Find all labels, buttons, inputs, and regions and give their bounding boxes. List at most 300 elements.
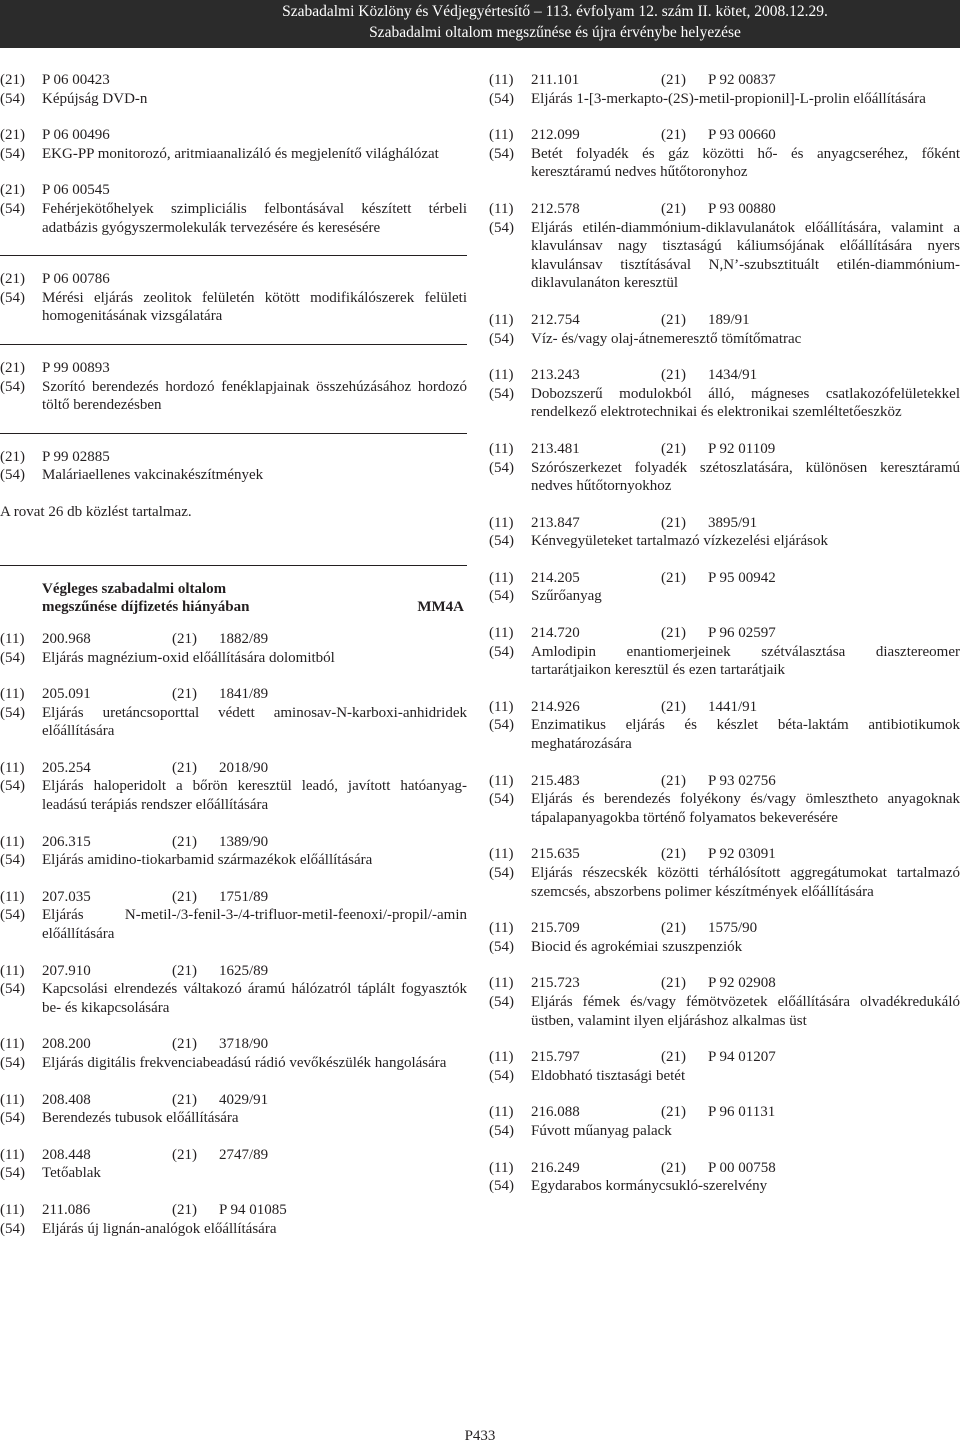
patent-number: 207.910 — [42, 962, 91, 979]
patent-number: 215.723 — [531, 975, 580, 992]
code-54: (54) — [0, 649, 25, 666]
patent-title: EKG-PP monitorozó, aritmiaanalizáló és megjelenítő világhálózat — [42, 145, 439, 162]
code-54: (54) — [0, 907, 25, 924]
section-title — [0, 580, 302, 616]
code-11: (11) — [0, 833, 25, 850]
patent-entry — [0, 359, 467, 415]
entry-title-row — [489, 385, 960, 422]
entry-id-row — [489, 200, 960, 219]
entry-title-row — [489, 1122, 960, 1141]
code-54: (54) — [489, 865, 514, 881]
code-54: (54) — [489, 219, 514, 236]
patent-number: 213.847 — [531, 514, 580, 531]
patent-entry — [489, 71, 960, 108]
section-title-line1: Végleges szabadalmi oltalom — [42, 580, 227, 597]
code-11: (11) — [489, 367, 514, 384]
application-number: P 96 01131 — [708, 1104, 776, 1121]
code-11: (11) — [489, 1049, 514, 1066]
entry-title-row — [489, 938, 960, 957]
application-number: P 94 01085 — [219, 1201, 287, 1218]
application-group — [661, 514, 757, 533]
application-number: 1625/89 — [219, 962, 269, 979]
code-21: (21) — [0, 271, 25, 288]
application-number: P 06 00423 — [42, 72, 110, 88]
code-21: (21) — [661, 514, 686, 531]
entry-id-row — [0, 685, 467, 704]
application-group — [172, 685, 268, 704]
entry-title-row — [0, 90, 467, 109]
application-number: 189/91 — [708, 311, 750, 328]
code-54: (54) — [0, 1110, 25, 1127]
code-21: (21) — [661, 569, 686, 586]
patent-number: 206.315 — [42, 833, 91, 850]
code-11: (11) — [489, 772, 514, 789]
code-21: (21) — [661, 72, 686, 88]
patent-title: Amlodipin enantiomerjeinek szétválasztása diasztereomer tartarátjaikon keresztül és ezen tartarátjaik — [531, 643, 960, 679]
patent-entry — [0, 1201, 467, 1238]
patent-title: Eljárás etilén-diammónium-diklavulanátok előállítására, valamint a klavulánsav nagy tisztaságú káliumsójának előállítására nyers klavulánsav tisztításával N,N’-szubsztituált etilén-diammónium-diklavulanáton keresztül — [531, 219, 960, 292]
entry-title-row — [489, 532, 960, 551]
entry-id-row — [0, 270, 467, 289]
application-group — [661, 126, 776, 145]
entry-title-row — [489, 1067, 960, 1086]
application-number: P 93 00660 — [708, 127, 776, 144]
application-number: P 96 02597 — [708, 625, 776, 642]
entry-separator — [0, 433, 467, 434]
entry-title-row — [489, 716, 960, 753]
code-21: (21) — [172, 1146, 197, 1163]
entry-id-row — [0, 359, 467, 378]
application-group — [172, 962, 268, 981]
patent-entry — [489, 514, 960, 551]
code-54: (54) — [489, 1178, 514, 1195]
patent-title: Eljárás amidino-tiokarbamid származékok előállítására — [42, 852, 373, 869]
application-number: P 95 00942 — [708, 569, 776, 586]
patent-number: 214.720 — [531, 625, 580, 642]
code-21: (21) — [661, 440, 686, 457]
entry-id-row — [489, 569, 960, 588]
patent-entry — [0, 833, 467, 870]
patent-entry — [489, 366, 960, 422]
entry-id-row — [489, 440, 960, 459]
code-11: (11) — [0, 1091, 25, 1108]
patent-title: Eljárás 1-[3-merkapto-(2S)-metil-propionil]-L-prolin előállítására — [531, 90, 926, 107]
section-title-line2: megszűnése díjfizetés hiányában — [42, 598, 250, 615]
patent-number: 212.754 — [531, 311, 580, 328]
entry-title-row — [489, 993, 960, 1030]
entry-title-row — [0, 289, 467, 326]
patent-title: Eljárás részecskék közötti térhálósított aggregátumokat tartalmazó szemcsés, abszorbens polimer készítmények előállítására — [531, 865, 960, 900]
left-top-entries — [0, 71, 467, 485]
code-21: (21) — [172, 1036, 197, 1053]
code-21: (21) — [661, 200, 686, 217]
patent-title: Víz- és/vagy olaj-átnemeresztő tömítőmatrac — [531, 330, 802, 347]
right-column — [489, 71, 960, 1214]
entry-title-row — [0, 1220, 467, 1239]
application-group — [661, 772, 776, 791]
code-11: (11) — [0, 1201, 25, 1218]
application-group — [661, 1048, 776, 1067]
code-11: (11) — [489, 1104, 514, 1121]
patent-title: Mérési eljárás zeolitok felületén kötött modifikálószerek felületi homogenitásának vizsgálatára — [42, 289, 467, 325]
code-54: (54) — [489, 717, 514, 734]
entry-title-row — [0, 200, 467, 237]
code-11: (11) — [0, 1146, 25, 1163]
code-11: (11) — [0, 686, 25, 703]
patent-entry — [489, 311, 960, 348]
patent-number: 212.578 — [531, 200, 580, 217]
patent-number: 213.243 — [531, 367, 580, 384]
code-21: (21) — [0, 72, 25, 88]
code-11: (11) — [0, 1036, 25, 1053]
patent-title: Eljárás és berendezés folyékony és/vagy ömlesztheto anyagoknak tápalapanyagokba történő folyamatos bekeverésére — [531, 791, 960, 826]
code-54: (54) — [489, 330, 514, 347]
patent-number: 207.035 — [42, 888, 91, 905]
entry-id-row — [0, 962, 467, 981]
entry-title-row — [489, 790, 960, 827]
code-11: (11) — [0, 759, 25, 776]
application-number: 1389/90 — [219, 833, 269, 850]
application-group — [172, 1201, 287, 1220]
application-number: P 06 00545 — [42, 182, 110, 199]
code-54: (54) — [489, 643, 514, 660]
journal-title: Szabadalmi Közlöny és Védjegyértesítő – 113. évfolyam 12. szám II. kötet, 2008.12.29. — [282, 3, 828, 20]
patent-number: 205.091 — [42, 686, 91, 703]
patent-number: 214.926 — [531, 698, 580, 715]
patent-entry — [489, 772, 960, 828]
code-54: (54) — [489, 938, 514, 955]
application-number: 3895/91 — [708, 514, 758, 531]
patent-title: Dobozszerű modulokból álló, mágneses csatlakozófelületekkel rendelkező elektrotechnikai és elektronikai szemléltetőeszköz — [531, 385, 960, 421]
entry-title-row — [0, 1109, 467, 1128]
code-21: (21) — [172, 759, 197, 776]
patent-number: 208.200 — [42, 1036, 91, 1053]
code-21: (21) — [661, 625, 686, 642]
code-21: (21) — [0, 182, 25, 199]
code-21: (21) — [661, 1049, 686, 1066]
patent-entry — [489, 974, 960, 1030]
code-11: (11) — [0, 962, 25, 979]
code-21: (21) — [661, 846, 686, 863]
patent-title: Eljárás N-metil-/3-fenil-3-/4-trifluor-metil-feenoxi/-propil/-amin előállítására — [42, 907, 467, 943]
entry-id-row — [0, 181, 467, 200]
code-21: (21) — [172, 686, 197, 703]
patent-number: 208.448 — [42, 1146, 91, 1163]
application-group — [661, 845, 776, 864]
section-code: MM4A — [417, 598, 464, 615]
entry-id-row — [489, 974, 960, 993]
patent-title: Eldobható tisztasági betét — [531, 1067, 686, 1084]
application-number: P 00 00758 — [708, 1159, 776, 1176]
code-11: (11) — [489, 200, 514, 217]
patent-title: Maláriaellenes vakcinakészítmények — [42, 467, 264, 484]
application-number: 1441/91 — [708, 698, 758, 715]
page-header — [0, 0, 960, 48]
patent-entry — [489, 1048, 960, 1085]
application-number: 1751/89 — [219, 888, 269, 905]
application-group — [172, 833, 268, 852]
entry-title-row — [0, 466, 467, 485]
code-54: (54) — [0, 90, 25, 107]
patent-number: 215.483 — [531, 772, 580, 789]
patent-title: Kapcsolási elrendezés váltakozó áramú hálózatról táplált fogyasztók be- és kikapcsolására — [42, 981, 467, 1016]
code-21: (21) — [172, 833, 197, 850]
application-group — [172, 1091, 268, 1110]
patent-number: 211.101 — [531, 72, 580, 88]
code-54: (54) — [489, 533, 514, 550]
code-21: (21) — [661, 1159, 686, 1176]
patent-entry — [489, 440, 960, 496]
entry-title-row — [0, 649, 467, 668]
patent-title: Egydarabos kormánycsukló-szerelvény — [531, 1178, 768, 1195]
patent-number: 208.408 — [42, 1091, 91, 1108]
code-54: (54) — [0, 981, 25, 998]
patent-number: 200.968 — [42, 630, 91, 647]
entry-separator — [0, 344, 467, 345]
code-21: (21) — [0, 448, 25, 465]
patent-title: Eljárás uretáncsoporttal védett aminosav-N-karboxi-anhidridek előállítására — [42, 704, 467, 740]
code-54: (54) — [489, 145, 514, 162]
entry-title-row — [489, 90, 960, 109]
application-group — [172, 1146, 268, 1165]
code-11: (11) — [489, 975, 514, 992]
entry-id-row — [489, 919, 960, 938]
patent-title: Eljárás haloperidolt a bőrön keresztül leadó, javított hatóanyag-leadású terápiás rendszer előállítására — [42, 778, 467, 814]
entry-title-row — [0, 906, 467, 943]
entry-id-row — [0, 630, 467, 649]
application-group — [661, 919, 757, 938]
left-column — [0, 71, 467, 1256]
application-number: P 06 00496 — [42, 127, 110, 144]
patent-entry — [489, 845, 960, 901]
patent-title: Enzimatikus eljárás és készlet béta-laktám antibiotikumok meghatározására — [531, 717, 960, 753]
application-number: P 94 01207 — [708, 1049, 776, 1066]
code-11: (11) — [0, 888, 25, 905]
section-heading: Szabadalmi oltalom megszűnése és újra érvénybe helyezése — [369, 24, 741, 41]
code-54: (54) — [489, 90, 514, 107]
entry-separator — [0, 255, 467, 256]
patent-number: 213.481 — [531, 440, 580, 457]
code-54: (54) — [0, 145, 25, 162]
patent-entry — [489, 126, 960, 182]
code-21: (21) — [661, 772, 686, 789]
entry-id-row — [489, 624, 960, 643]
application-group — [661, 71, 776, 90]
patent-title: Berendezés tubusok előállítására — [42, 1110, 239, 1127]
entry-title-row — [489, 643, 960, 680]
entry-title-row — [489, 145, 960, 182]
code-54: (54) — [489, 993, 514, 1010]
entry-title-row — [0, 1054, 467, 1073]
code-54: (54) — [489, 1122, 514, 1139]
entry-id-row — [489, 126, 960, 145]
entry-title-row — [0, 378, 467, 415]
code-54: (54) — [489, 791, 514, 808]
code-11: (11) — [489, 569, 514, 586]
code-21: (21) — [661, 127, 686, 144]
application-group — [661, 1159, 776, 1178]
application-number: P 92 01109 — [708, 440, 776, 457]
application-number: 1882/89 — [219, 630, 269, 647]
patent-number: 216.088 — [531, 1104, 580, 1121]
right-entries — [489, 71, 960, 1196]
code-21: (21) — [661, 975, 686, 992]
code-21: (21) — [172, 1091, 197, 1108]
patent-entry — [489, 200, 960, 293]
application-group — [661, 366, 757, 385]
application-group — [172, 759, 268, 778]
code-21: (21) — [172, 962, 197, 979]
entry-id-row — [0, 1035, 467, 1054]
code-54: (54) — [489, 459, 514, 476]
code-11: (11) — [489, 625, 514, 642]
entry-id-row — [0, 1201, 467, 1220]
code-11: (11) — [489, 514, 514, 531]
entry-id-row — [489, 845, 960, 864]
patent-title: Képújság DVD-n — [42, 90, 148, 107]
entry-title-row — [0, 1164, 467, 1183]
patent-entry — [0, 1091, 467, 1128]
patent-title: Szórószerkezet folyadék szétoszlatására, különösen keresztáramú nedves hűtőtornyokhoz — [531, 459, 960, 495]
code-11: (11) — [489, 440, 514, 457]
entry-id-row — [0, 833, 467, 852]
code-54: (54) — [0, 852, 25, 869]
application-number: P 92 02908 — [708, 975, 776, 992]
patent-entry — [489, 919, 960, 956]
application-number: P 99 00893 — [42, 359, 110, 376]
code-54: (54) — [0, 778, 25, 795]
patent-entry — [0, 759, 467, 815]
patent-entry — [489, 698, 960, 754]
patent-number: 215.709 — [531, 920, 580, 937]
entry-title-row — [489, 330, 960, 349]
patent-title: Szűrőanyag — [531, 588, 602, 605]
patent-entry — [0, 270, 467, 326]
entry-id-row — [489, 1048, 960, 1067]
code-21: (21) — [661, 1104, 686, 1121]
entry-id-row — [0, 126, 467, 145]
application-group — [661, 200, 776, 219]
entry-title-row — [0, 145, 467, 164]
code-21: (21) — [172, 888, 197, 905]
patent-number: 216.249 — [531, 1159, 580, 1176]
patent-number: 212.099 — [531, 127, 580, 144]
patent-title: Eljárás digitális frekvenciabeadású rádió vevőkészülék hangolására — [42, 1055, 447, 1071]
code-21: (21) — [0, 359, 25, 376]
page-number: P433 — [464, 1428, 496, 1444]
code-11: (11) — [489, 698, 514, 715]
entry-title-row — [489, 459, 960, 496]
patent-title: Kénvegyületeket tartalmazó vízkezelési eljárások — [531, 533, 828, 550]
patent-entry — [0, 448, 467, 485]
application-number: 2018/90 — [219, 759, 269, 776]
patent-title: Fehérjekötőhelyek szimpliciális felbontásával készített térbeli adatbázis gyógyszermolekulák tervezésére és keresésére — [42, 200, 467, 236]
entry-title-row — [0, 704, 467, 741]
code-54: (54) — [0, 378, 25, 395]
code-11: (11) — [0, 630, 25, 647]
section-note: A rovat 26 db közlést tartalmaz. — [0, 503, 192, 520]
patent-number: 215.635 — [531, 846, 580, 863]
code-11: (11) — [489, 127, 514, 144]
application-group — [172, 888, 268, 907]
patent-entry — [489, 624, 960, 680]
application-group — [661, 698, 757, 717]
application-group — [172, 1035, 268, 1054]
patent-title: Betét folyadék és gáz közötti hő- és anyagcseréhez, főként keresztáramú nedves hűtőtoronyhoz — [531, 145, 960, 181]
application-number: P 93 00880 — [708, 200, 776, 217]
entry-id-row — [0, 448, 467, 467]
patent-number: 205.254 — [42, 759, 91, 776]
code-21: (21) — [0, 127, 25, 144]
patent-entry — [0, 181, 467, 237]
patent-number: 211.086 — [42, 1201, 91, 1218]
application-group — [661, 624, 776, 643]
code-54: (54) — [0, 467, 25, 484]
entry-id-row — [0, 1146, 467, 1165]
patent-entry — [0, 1035, 467, 1072]
application-number: P 06 00786 — [42, 271, 110, 288]
code-54: (54) — [489, 1067, 514, 1084]
code-54: (54) — [489, 588, 514, 605]
code-11: (11) — [489, 1159, 514, 1176]
application-group — [661, 311, 750, 330]
code-21: (21) — [661, 311, 686, 328]
entry-id-row — [489, 311, 960, 330]
entry-id-row — [489, 1103, 960, 1122]
patent-title: Szorító berendezés hordozó fenéklapjainak összehúzásához hordozó töltő berendezésben — [42, 378, 467, 414]
application-number: P 99 02885 — [42, 448, 110, 465]
code-11: (11) — [489, 311, 514, 328]
application-number: 2747/89 — [219, 1146, 269, 1163]
patent-title: Eljárás fémek és/vagy fémötvözetek előállítására olvadékredukáló üstben, valamint ilyen eljáráshoz alkalmas üst — [531, 993, 960, 1029]
patent-entry — [489, 1103, 960, 1140]
application-group — [661, 974, 776, 993]
code-21: (21) — [172, 1201, 197, 1218]
entry-title-row — [489, 219, 960, 293]
entry-title-row — [489, 1177, 960, 1196]
code-54: (54) — [0, 200, 25, 217]
patent-entry — [0, 1146, 467, 1183]
code-11: (11) — [489, 920, 514, 937]
patent-title: Tetőablak — [42, 1165, 101, 1182]
entry-title-row — [0, 980, 467, 1017]
code-54: (54) — [0, 1055, 25, 1071]
code-21: (21) — [172, 630, 197, 647]
patent-entry — [0, 962, 467, 1018]
code-21: (21) — [661, 698, 686, 715]
entry-id-row — [489, 698, 960, 717]
patent-entry — [0, 888, 467, 944]
application-number: P 92 03091 — [708, 846, 776, 863]
left-bottom-entries — [0, 630, 467, 1238]
application-group — [661, 569, 776, 588]
application-group — [172, 630, 268, 649]
application-number: 1575/90 — [708, 920, 758, 937]
section-block — [0, 565, 467, 616]
code-54: (54) — [489, 385, 514, 402]
entry-id-row — [489, 366, 960, 385]
entry-title-row — [0, 851, 467, 870]
application-group — [661, 440, 775, 459]
patent-title: Eljárás új lignán-analógok előállítására — [42, 1220, 277, 1237]
patent-title: Fúvott műanyag palack — [531, 1122, 672, 1139]
code-11: (11) — [489, 72, 514, 88]
application-number: 1434/91 — [708, 367, 758, 384]
application-number: P 93 02756 — [708, 772, 776, 789]
entry-id-row — [489, 514, 960, 533]
entry-title-row — [489, 587, 960, 606]
entry-id-row — [489, 71, 960, 90]
